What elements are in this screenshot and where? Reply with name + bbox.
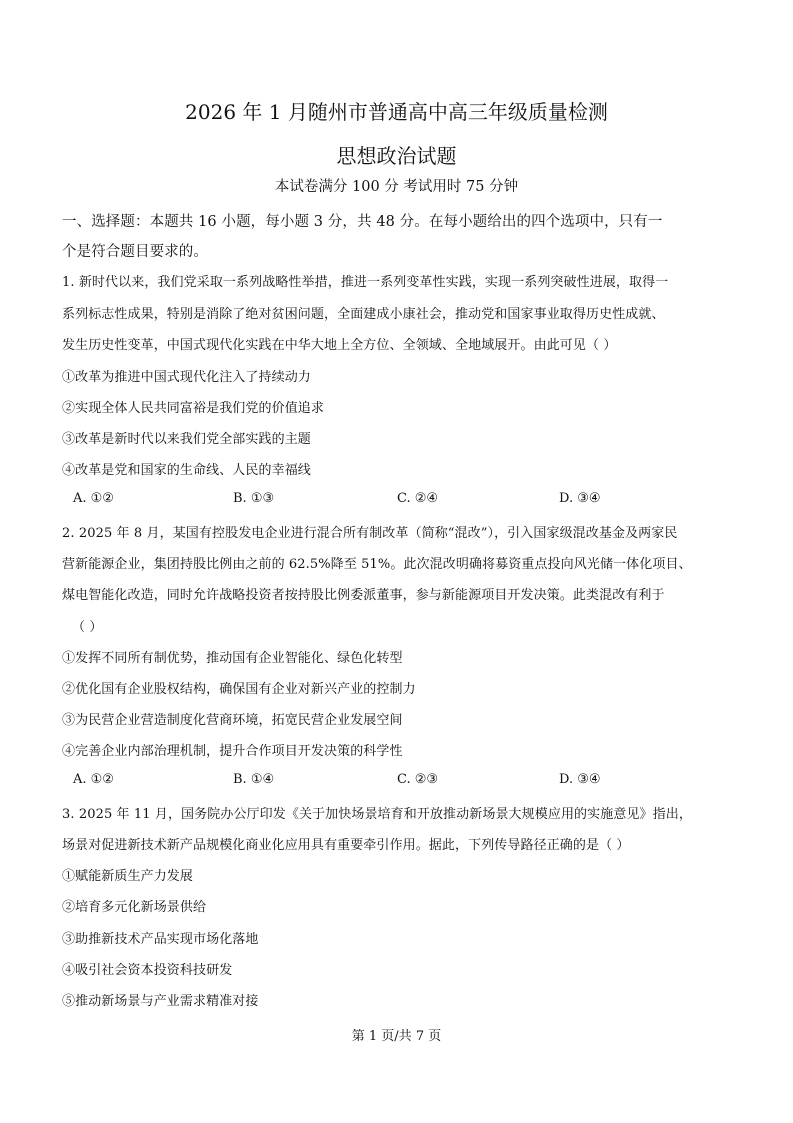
q3-item: ⑤推动新场景与产业需求精准对接 <box>62 994 259 1009</box>
q3-item: ④吸引社会资本投资科技研发 <box>62 963 233 978</box>
subject-title: 思想政治试题 <box>336 144 457 168</box>
q1-item: ④改革是党和国家的生命线、人民的幸福线 <box>62 463 311 478</box>
q2-option-b[interactable]: B. ①④ <box>233 772 275 787</box>
exam-info: 本试卷满分 100 分 考试用时 75 分钟 <box>274 179 519 195</box>
q2-item: ①发挥不同所有制优势，推动国有企业智能化、绿色化转型 <box>62 651 403 666</box>
q1-option-c[interactable]: C. ②④ <box>397 491 439 506</box>
q1-stem-line: 发生历史性变革，中国式现代化实践在中华大地上全方位、全领域、全地域展开。由此可见（ ） <box>62 338 617 353</box>
q3-stem-line: 场景对促进新技术新产品规模化商业化应用具有重要牵引作用。据此，下列传导路径正确的是（ ） <box>62 838 630 853</box>
q3-item: ②培育多元化新场景供给 <box>62 900 207 915</box>
section-instructions-line-1: 一、选择题：本题共 16 小题，每小题 3 分，共 48 分。在每小题给出的四个选项中，只有一 <box>62 214 663 230</box>
page-number: 第 1 页/共 7 页 <box>351 1029 442 1044</box>
q1-item: ③改革是新时代以来我们党全部实践的主题 <box>62 432 311 447</box>
q1-option-b[interactable]: B. ①③ <box>233 491 275 506</box>
q1-stem-line: 系列标志性成果，特别是消除了绝对贫困问题，全面建成小康社会，推动党和国家事业取得历史性成就、 <box>62 307 665 322</box>
q1-option-a[interactable]: A. ①② <box>73 491 114 506</box>
q3-stem-line: 3. 2025 年 11 月，国务院办公厅印发《关于加快场景培育和开放推动新场景大规模应用的实施意见》指出， <box>62 807 692 822</box>
q2-item: ④完善企业内部治理机制，提升合作项目开发决策的科学性 <box>62 744 403 759</box>
q2-stem-line: 2. 2025 年 8 月，某国有控股发电企业进行混合所有制改革（简称“混改”），引入国家级混改基金及两家民 <box>62 526 678 541</box>
q2-stem-line: 煤电智能化改造，同时允许战略投资者按持股比例委派董事，参与新能源项目开发决策。此类混改有利于 <box>62 588 665 603</box>
q2-stem-line: 营新能源企业，集团持股比例由之前的 62.5%降至 51%。此次混改明确将募资重点投向风光储一体化项目、 <box>62 557 692 572</box>
q2-item: ②优化国有企业股权结构，确保国有企业对新兴产业的控制力 <box>62 682 416 697</box>
q1-stem-line: 1. 新时代以来，我们党采取一系列战略性举措，推进一系列变革性实践，实现一系列突破性进展，取得一 <box>62 275 669 290</box>
q2-item: ③为民营企业营造制度化营商环境，拓宽民营企业发展空间 <box>62 713 403 728</box>
q1-option-d[interactable]: D. ③④ <box>559 491 601 506</box>
q2-option-a[interactable]: A. ①② <box>73 772 114 787</box>
q2-option-c[interactable]: C. ②③ <box>397 772 439 787</box>
q2-option-d[interactable]: D. ③④ <box>559 772 601 787</box>
exam-title: 2026 年 1 月随州市普通高中高三年级质量检测 <box>185 100 608 124</box>
q1-item: ②实现全体人民共同富裕是我们党的价值追求 <box>62 401 325 416</box>
q3-item: ③助推新技术产品实现市场化落地 <box>62 932 259 947</box>
q1-item: ①改革为推进中国式现代化注入了持续动力 <box>62 370 311 385</box>
q2-stem-line: （ ） <box>72 620 103 635</box>
section-instructions-line-2: 个是符合题目要求的。 <box>62 244 208 260</box>
q3-item: ①赋能新质生产力发展 <box>62 869 194 884</box>
